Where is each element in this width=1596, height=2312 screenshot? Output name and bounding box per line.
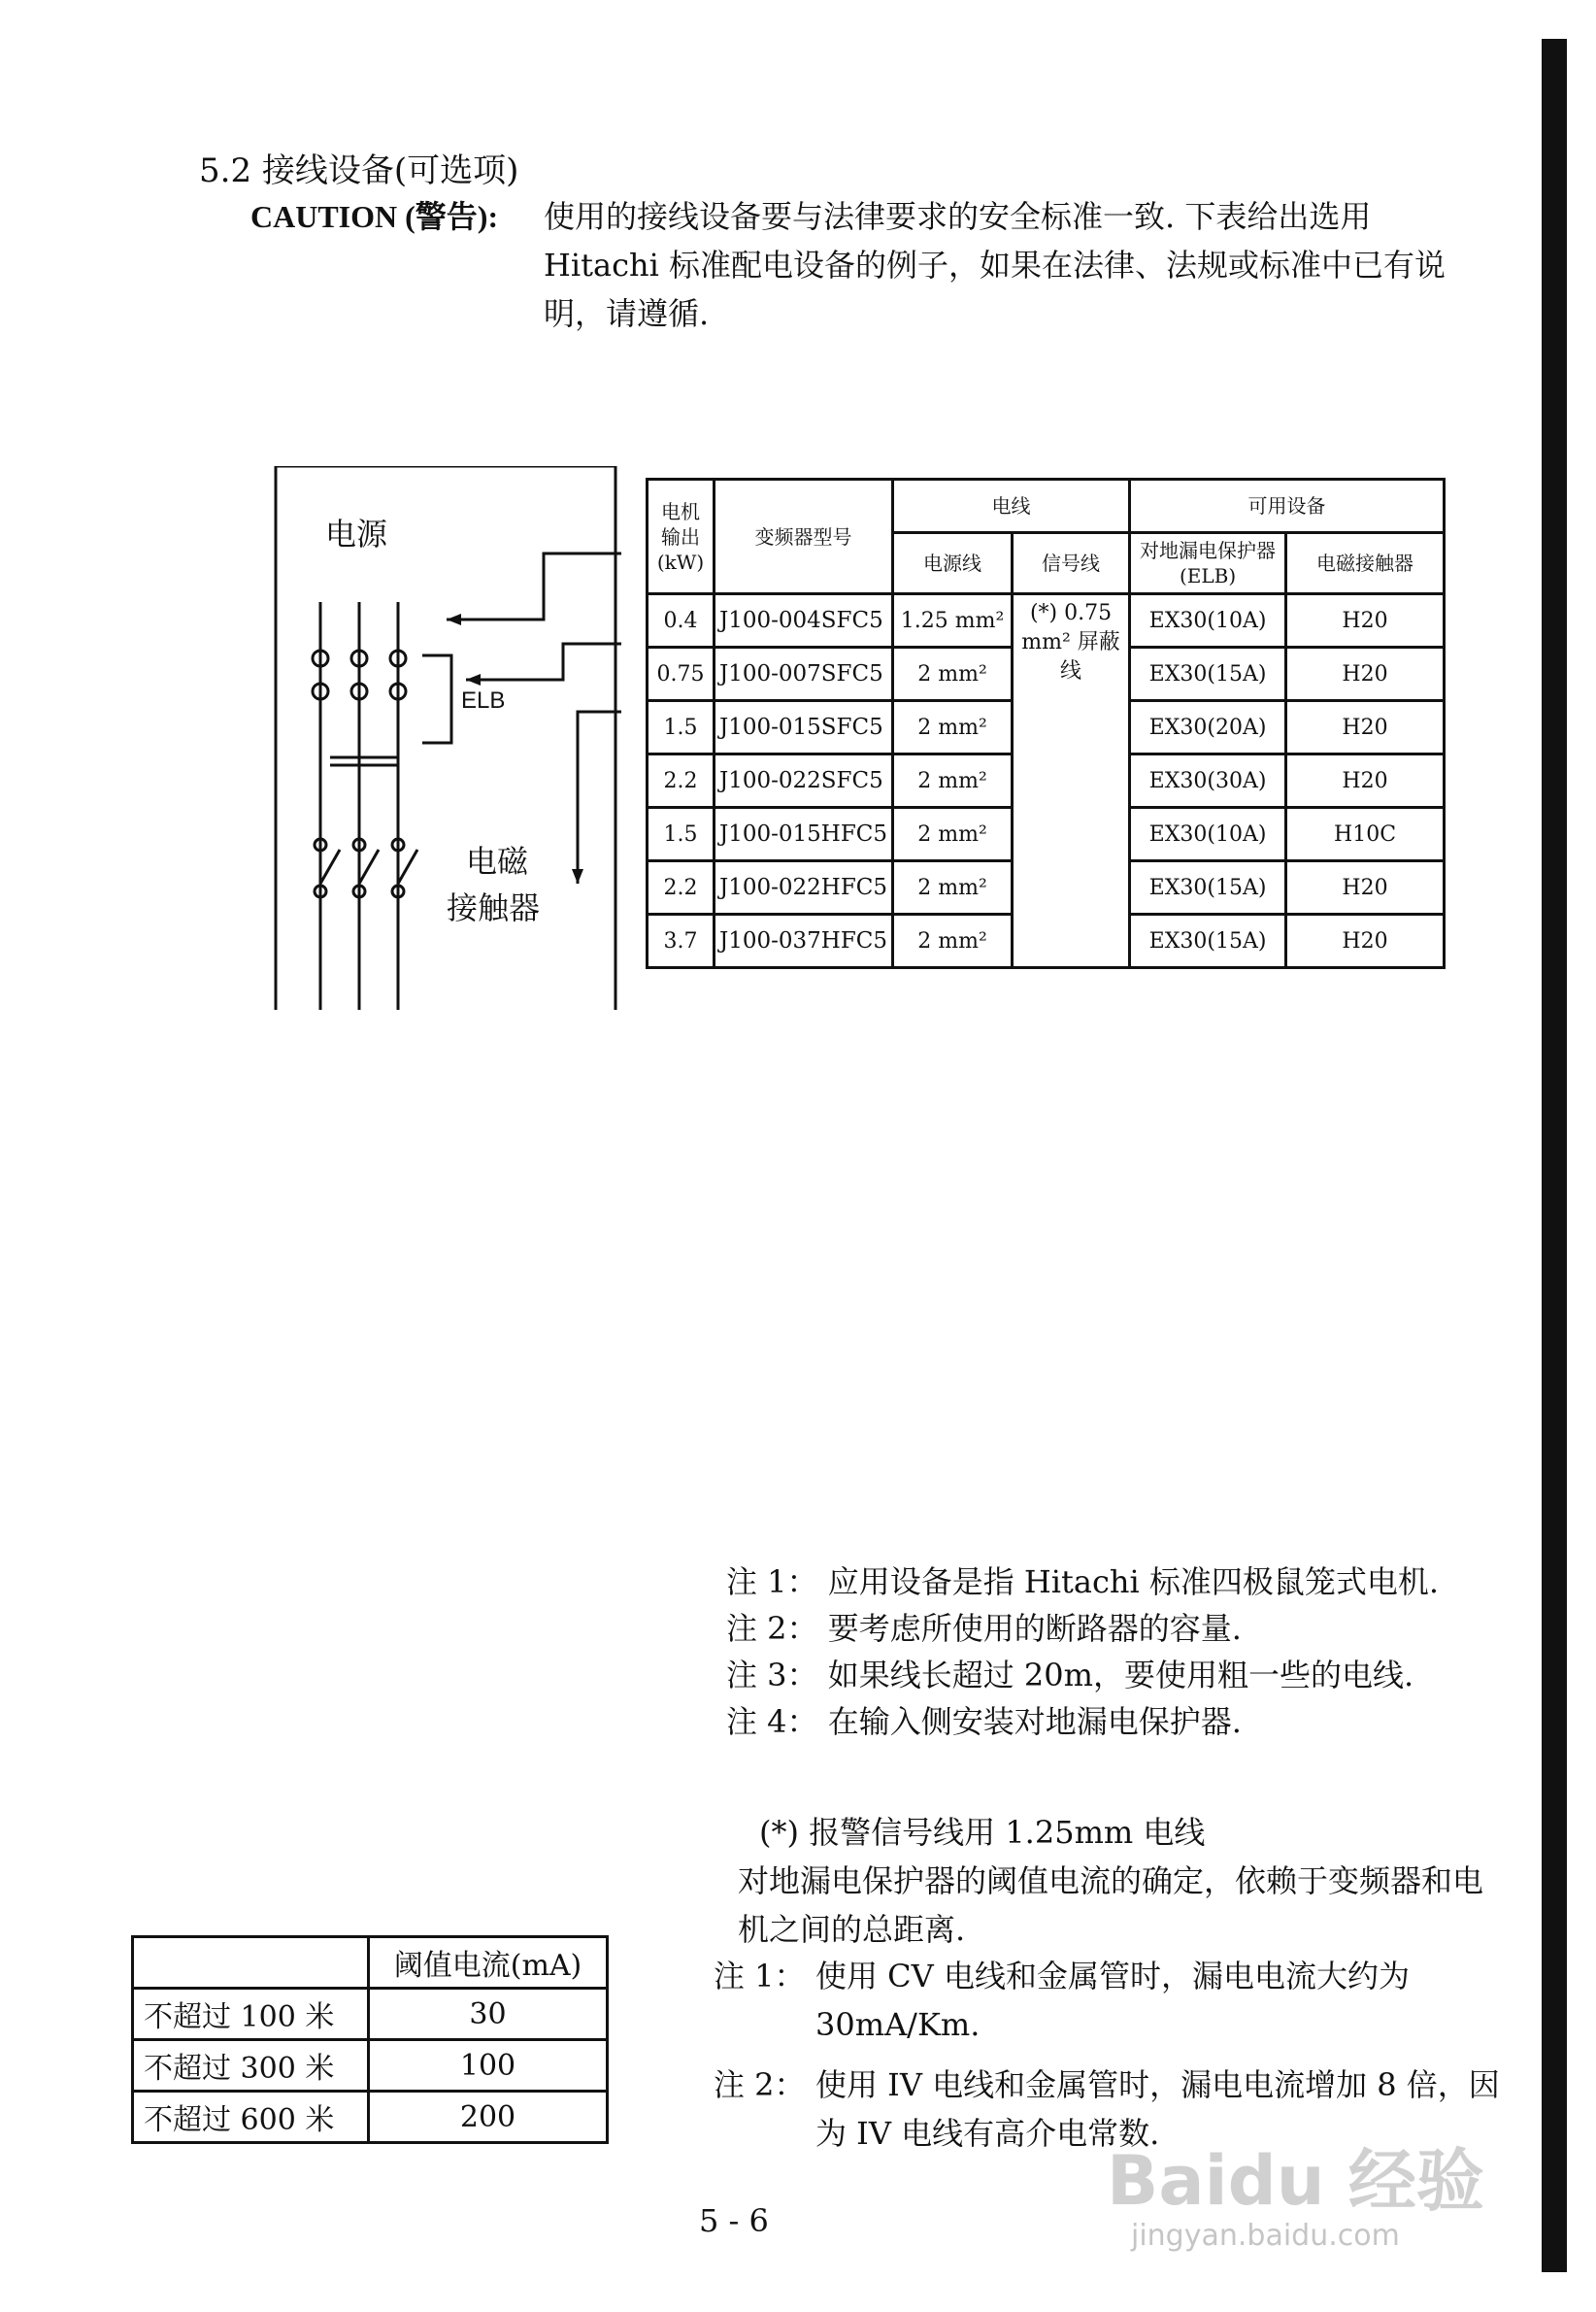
distance-cell: 不超过 300 米 <box>133 2040 369 2092</box>
threshold-value-cell: 30 <box>369 1989 608 2040</box>
leak-note-text: 使用 CV 电线和金属管时，漏电电流大约为 30mA/Km. <box>815 1958 1410 2043</box>
threshold-value-cell: 100 <box>369 2040 608 2092</box>
power-wire-cell: 2 mm² <box>893 808 1013 861</box>
baidu-watermark: Baidu 经验 <box>1107 2141 1484 2221</box>
elb-cell: EX30(10A) <box>1130 808 1286 861</box>
contactor-label-2: 接触器 <box>447 889 541 926</box>
kw-cell: 1.5 <box>648 701 715 754</box>
table-row <box>133 2092 608 2143</box>
note-item: 注 1： 应用设备是指 Hitachi 标准四极鼠笼式电机. <box>726 1563 1440 1600</box>
header-contactor: 电磁接触器 <box>1286 533 1445 594</box>
elb-cell: EX30(15A) <box>1130 861 1286 915</box>
header-applicable-equipment: 可用设备 <box>1130 480 1445 533</box>
scan-edge-bar <box>1542 39 1567 2272</box>
signal-wire-cell: (*) 0.75 mm² 屏蔽线 <box>1013 594 1130 968</box>
elb-label: ELB <box>461 687 506 714</box>
kw-cell: 0.75 <box>648 648 715 701</box>
model-cell: J100-015SFC5 <box>715 701 893 754</box>
distance-cell: 不超过 600 米 <box>133 2092 369 2143</box>
model-cell: J100-004SFC5 <box>715 594 893 648</box>
header-motor-output: 电机输出(kW) <box>648 480 715 594</box>
table-row <box>133 2040 608 2092</box>
power-wire-cell: 2 mm² <box>893 648 1013 701</box>
header-wire: 电线 <box>893 480 1130 533</box>
model-cell: J100-022HFC5 <box>715 861 893 915</box>
power-label: 电源 <box>325 516 388 553</box>
model-cell: J100-007SFC5 <box>715 648 893 701</box>
leak-note-item <box>714 1952 1510 2049</box>
model-cell: J100-015HFC5 <box>715 808 893 861</box>
notes-list <box>726 1558 1439 1745</box>
kw-cell: 3.7 <box>648 915 715 968</box>
wiring-diagram <box>272 466 621 1010</box>
contactor-cell: H20 <box>1286 861 1445 915</box>
contactor-cell: H20 <box>1286 648 1445 701</box>
leak-note-text: 使用 IV 电线和金属管时，漏电电流增加 8 倍，因为 IV 电线有高介电常数. <box>815 2066 1500 2152</box>
note-item: 注 2： 要考虑所使用的断路器的容量. <box>726 1610 1242 1647</box>
star-note: (*) 报警信号线用 1.25mm 电线 <box>759 1814 1206 1851</box>
wiring-diagram-lines <box>272 466 621 1010</box>
power-wire-cell: 2 mm² <box>893 754 1013 808</box>
leak-intro: 对地漏电保护器的阈值电流的确定，依赖于变频器和电机之间的总距离. <box>738 1862 1484 1948</box>
power-wire-cell: 2 mm² <box>893 701 1013 754</box>
power-wire-cell: 1.25 mm² <box>893 594 1013 648</box>
elb-cell: EX30(15A) <box>1130 648 1286 701</box>
caution-text: 使用的接线设备要与法律要求的安全标准一致. 下表给出选用 Hitachi 标准配电设备的例子，如果在法律、法规或标准中已有说明，请遵循. <box>544 198 1446 332</box>
table-row <box>648 594 1445 648</box>
header-signal-wire: 信号线 <box>1013 533 1130 594</box>
wiring-spec-table <box>646 478 1446 969</box>
contactor-cell: H20 <box>1286 594 1445 648</box>
model-cell: J100-022SFC5 <box>715 754 893 808</box>
page-number: 5 - 6 <box>699 2202 769 2239</box>
distance-cell: 不超过 100 米 <box>133 1989 369 2040</box>
threshold-header: 阈值电流(mA) <box>369 1937 608 1989</box>
leak-note-label: 注 2： <box>714 2066 806 2103</box>
header-power-wire: 电源线 <box>893 533 1013 594</box>
leak-note-label: 注 1： <box>714 1958 806 1994</box>
leak-current-section <box>738 1808 1495 1954</box>
header-inverter-model: 变频器型号 <box>715 480 893 594</box>
section-title: 5.2 接线设备(可选项) <box>199 151 519 190</box>
threshold-value-cell: 200 <box>369 2092 608 2143</box>
note-item: 注 3： 如果线长超过 20m，要使用粗一些的电线. <box>726 1657 1414 1693</box>
caution-label: CAUTION (警告): <box>250 199 499 234</box>
contactor-cell: H20 <box>1286 754 1445 808</box>
note-item: 注 4： 在输入侧安装对地漏电保护器. <box>726 1703 1242 1740</box>
kw-cell: 2.2 <box>648 861 715 915</box>
power-wire-cell: 2 mm² <box>893 861 1013 915</box>
contactor-label-1: 电磁 <box>466 843 529 880</box>
contactor-cell: H10C <box>1286 808 1445 861</box>
power-wire-cell: 2 mm² <box>893 915 1013 968</box>
contactor-cell: H20 <box>1286 701 1445 754</box>
table-row <box>133 1989 608 2040</box>
threshold-corner-cell <box>133 1937 369 1989</box>
contactor-cell: H20 <box>1286 915 1445 968</box>
header-elb: 对地漏电保护器(ELB) <box>1130 533 1286 594</box>
kw-cell: 0.4 <box>648 594 715 648</box>
model-cell: J100-037HFC5 <box>715 915 893 968</box>
kw-cell: 2.2 <box>648 754 715 808</box>
elb-cell: EX30(20A) <box>1130 701 1286 754</box>
elb-cell: EX30(30A) <box>1130 754 1286 808</box>
elb-cell: EX30(10A) <box>1130 594 1286 648</box>
elb-cell: EX30(15A) <box>1130 915 1286 968</box>
kw-cell: 1.5 <box>648 808 715 861</box>
baidu-watermark-url: jingyan.baidu.com <box>1131 2219 1400 2253</box>
threshold-table <box>131 1935 609 2144</box>
